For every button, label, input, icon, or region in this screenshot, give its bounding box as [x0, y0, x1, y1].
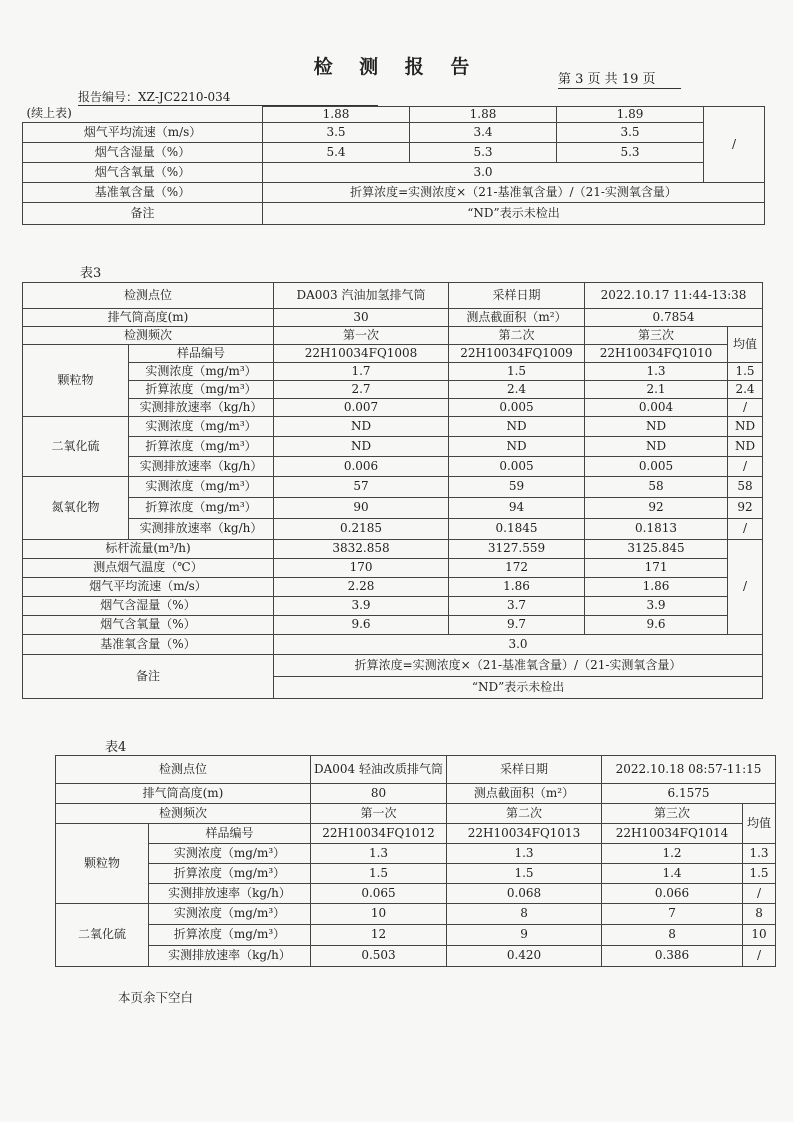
row-label: 实测浓度（mg/m³） [129, 477, 274, 498]
row-label: 烟气含氧量（%） [23, 163, 263, 183]
cell: 0.007 [274, 399, 449, 417]
point-value: DA003 汽油加氢排气筒 [274, 283, 449, 309]
avg-cell: 10 [743, 925, 776, 946]
cell: 0.420 [447, 946, 602, 967]
freq-2: 第二次 [449, 327, 585, 345]
row-label: 实测浓度（mg/m³） [129, 417, 274, 437]
row-label: 实测浓度（mg/m³） [149, 904, 311, 925]
cell: 1.3 [311, 844, 447, 864]
row-label: 实测排放速率（kg/h） [129, 399, 274, 417]
cell: ND [449, 417, 585, 437]
avg-cell: 8 [743, 904, 776, 925]
report-title: 检 测 报 告 [313, 56, 480, 78]
report-number: 报告编号：XZ-JC2210-034 [78, 88, 378, 106]
cell: 5.4 [263, 143, 410, 163]
cell: 2.7 [274, 381, 449, 399]
cell: 58 [585, 477, 728, 498]
date-label: 采样日期 [449, 283, 585, 309]
area-label: 测点截面积（m²） [447, 784, 602, 804]
cell: 1.86 [449, 578, 585, 597]
avg-label: 均值 [728, 327, 763, 363]
row-label: 实测排放速率（kg/h） [149, 884, 311, 904]
continued-table [22, 106, 765, 225]
cell: 1.88 [263, 107, 410, 123]
avg-cell: 1.3 [743, 844, 776, 864]
row-label: 样品编号 [129, 345, 274, 363]
cell: 2.28 [274, 578, 449, 597]
cell: 22H10034FQ1009 [449, 345, 585, 363]
table3-label: 表3 [80, 266, 102, 281]
cell: 1.2 [602, 844, 743, 864]
cell: ND [585, 417, 728, 437]
height-value: 80 [311, 784, 447, 804]
cell: 92 [585, 498, 728, 519]
avg-label: 均值 [743, 804, 776, 844]
height-value: 30 [274, 309, 449, 327]
cell: 57 [274, 477, 449, 498]
cell: 1.5 [447, 864, 602, 884]
date-value: 2022.10.17 11:44-13:38 [585, 283, 763, 309]
cell: 1.86 [585, 578, 728, 597]
freq-1: 第一次 [311, 804, 447, 824]
cell: 2.1 [585, 381, 728, 399]
group-name: 二氧化硫 [23, 417, 129, 477]
row-label: 基准氧含量（%） [23, 183, 263, 203]
avg-cell: 1.5 [728, 363, 763, 381]
cell: 1.88 [410, 107, 557, 123]
page-number: 第 3 页 共 19 页 [558, 68, 681, 89]
cell: ND [585, 437, 728, 457]
avg-cell: 1.5 [743, 864, 776, 884]
cell: 2.4 [449, 381, 585, 399]
cell: 170 [274, 559, 449, 578]
cell: 0.005 [449, 457, 585, 477]
row-label: 折算浓度（mg/m³） [149, 925, 311, 946]
cell: 8 [602, 925, 743, 946]
cell: 90 [274, 498, 449, 519]
remark-label: 备注 [23, 203, 263, 225]
table4-label: 表4 [105, 740, 127, 755]
cell: 0.005 [585, 457, 728, 477]
cell: 9 [447, 925, 602, 946]
cell: 94 [449, 498, 585, 519]
cell: 172 [449, 559, 585, 578]
row-label: 测点烟气温度（℃） [23, 559, 274, 578]
cell: 22H10034FQ1012 [311, 824, 447, 844]
row-label: 折算浓度（mg/m³） [129, 381, 274, 399]
row-label: 实测浓度（mg/m³） [129, 363, 274, 381]
cell: 0.004 [585, 399, 728, 417]
row-label: 折算浓度（mg/m³） [129, 437, 274, 457]
cell: 1.5 [449, 363, 585, 381]
freq-2: 第二次 [447, 804, 602, 824]
point-label: 检测点位 [23, 283, 274, 309]
row-label: 烟气平均流速（m/s） [23, 123, 263, 143]
freq-label: 检测频次 [56, 804, 311, 824]
avg-cell: ND [728, 437, 763, 457]
cell: 3.5 [263, 123, 410, 143]
avg-cell: / [728, 399, 763, 417]
cell: 0.065 [311, 884, 447, 904]
cell: 1.3 [585, 363, 728, 381]
date-value: 2022.10.18 08:57-11:15 [602, 756, 776, 784]
cell: 22H10034FQ1014 [602, 824, 743, 844]
row-label: 实测排放速率（kg/h） [149, 946, 311, 967]
remark-formula: 折算浓度=实测浓度×（21-基准氧含量）/（21-实测氧含量） [274, 655, 763, 677]
row-label: 烟气平均流速（m/s） [23, 578, 274, 597]
continued-label: (续上表) [23, 107, 263, 123]
table4 [55, 755, 776, 967]
row-label: 实测浓度（mg/m³） [149, 844, 311, 864]
cell: 9.6 [274, 616, 449, 635]
row-label: 烟气含氧量（%） [23, 616, 274, 635]
area-value: 0.7854 [585, 309, 763, 327]
freq-3: 第三次 [585, 327, 728, 345]
avg-cell: 92 [728, 498, 763, 519]
remark-formula: 折算浓度=实测浓度×（21-基准氧含量）/（21-实测氧含量） [263, 183, 765, 203]
area-label: 测点截面积（m²） [449, 309, 585, 327]
avg-cell: / [743, 946, 776, 967]
cell: 9.7 [449, 616, 585, 635]
area-value: 6.1575 [602, 784, 776, 804]
cell: 0.068 [447, 884, 602, 904]
cell: 1.4 [602, 864, 743, 884]
remark-nd: “ND”表示未检出 [263, 203, 765, 225]
cell: 5.3 [410, 143, 557, 163]
cell: 7 [602, 904, 743, 925]
remark-label: 备注 [23, 655, 274, 699]
cell: 3.7 [449, 597, 585, 616]
date-label: 采样日期 [447, 756, 602, 784]
group-name: 颗粒物 [56, 824, 149, 904]
cell: 0.2185 [274, 519, 449, 540]
row-label: 烟气含湿量（%） [23, 597, 274, 616]
cell: 1.5 [311, 864, 447, 884]
freq-label: 检测频次 [23, 327, 274, 345]
cell: 3.9 [585, 597, 728, 616]
group-name: 颗粒物 [23, 345, 129, 417]
avg-cell: / [704, 107, 765, 183]
cell: 0.006 [274, 457, 449, 477]
table3 [22, 282, 763, 699]
cell: 8 [447, 904, 602, 925]
avg-cell: 58 [728, 477, 763, 498]
footer-note: 本页余下空白 [118, 990, 194, 1005]
cell: 3.9 [274, 597, 449, 616]
point-label: 检测点位 [56, 756, 311, 784]
cell: 3.0 [274, 635, 763, 655]
cell: 0.386 [602, 946, 743, 967]
avg-cell: 2.4 [728, 381, 763, 399]
point-value: DA004 轻油改质排气筒 [311, 756, 447, 784]
row-label: 标杆流量(m³/h) [23, 540, 274, 559]
avg-cell: ND [728, 417, 763, 437]
height-label: 排气筒高度(m) [23, 309, 274, 327]
row-label: 基准氧含量（%） [23, 635, 274, 655]
cell: ND [274, 437, 449, 457]
cell: 171 [585, 559, 728, 578]
cell: 3832.858 [274, 540, 449, 559]
cell: 3.4 [410, 123, 557, 143]
height-label: 排气筒高度(m) [56, 784, 311, 804]
cell: 59 [449, 477, 585, 498]
row-label: 样品编号 [149, 824, 311, 844]
cell: 5.3 [557, 143, 704, 163]
cell: ND [449, 437, 585, 457]
cell: 1.3 [447, 844, 602, 864]
cell: 3.5 [557, 123, 704, 143]
cell: 10 [311, 904, 447, 925]
cell: 1.7 [274, 363, 449, 381]
avg-cell: / [728, 519, 763, 540]
group-name: 氮氧化物 [23, 477, 129, 540]
freq-1: 第一次 [274, 327, 449, 345]
row-label: 烟气含湿量（%） [23, 143, 263, 163]
cell: 22H10034FQ1013 [447, 824, 602, 844]
cell: 22H10034FQ1008 [274, 345, 449, 363]
cell: 12 [311, 925, 447, 946]
cell: 0.1845 [449, 519, 585, 540]
cell: 3.0 [263, 163, 704, 183]
avg-cell: / [728, 540, 763, 635]
avg-cell: / [728, 457, 763, 477]
row-label: 折算浓度（mg/m³） [149, 864, 311, 884]
cell: 0.066 [602, 884, 743, 904]
cell: 3125.845 [585, 540, 728, 559]
cell: 1.89 [557, 107, 704, 123]
row-label: 折算浓度（mg/m³） [129, 498, 274, 519]
row-label: 实测排放速率（kg/h） [129, 519, 274, 540]
cell: 0.005 [449, 399, 585, 417]
freq-3: 第三次 [602, 804, 743, 824]
group-name: 二氧化硫 [56, 904, 149, 967]
cell: 0.503 [311, 946, 447, 967]
cell: ND [274, 417, 449, 437]
cell: 3127.559 [449, 540, 585, 559]
cell: 0.1813 [585, 519, 728, 540]
cell: 22H10034FQ1010 [585, 345, 728, 363]
cell: 9.6 [585, 616, 728, 635]
avg-cell: / [743, 884, 776, 904]
row-label: 实测排放速率（kg/h） [129, 457, 274, 477]
remark-nd: “ND”表示未检出 [274, 677, 763, 699]
